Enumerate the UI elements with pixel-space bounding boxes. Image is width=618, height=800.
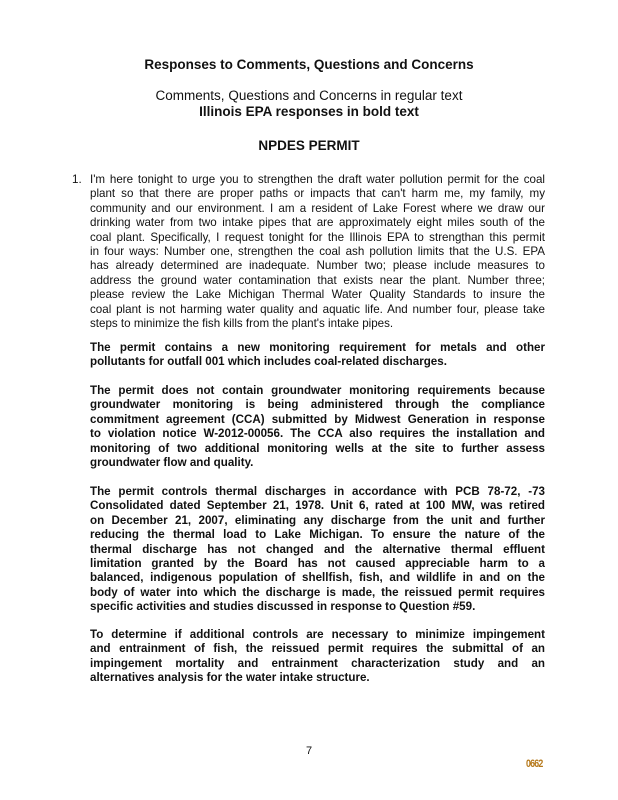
- text-line: I'm here tonight to urge you to strengthen the draft water pollution permit for the coal: [90, 173, 545, 186]
- text-line: balanced, indigenous population of shellfish, fish, and wildlife in and on the: [90, 571, 545, 585]
- text-line: community and our environment. I am a resident of Lake Forest where we draw our: [90, 201, 545, 215]
- text-line: The permit does not contain groundwater monitoring requirements because: [90, 384, 545, 397]
- text-line: body of water into which the discharge is made, the reissued permit requires: [90, 585, 545, 599]
- text-line: coal plant. Specifically, I request tonight for the Illinois EPA to strengthan this permit: [90, 230, 545, 244]
- text-line: The permit controls thermal discharges in accordance with PCB 78-72, -73: [90, 485, 545, 498]
- text-line: impingement mortality and entrainment characterization study and an: [90, 656, 545, 670]
- text-line: alternatives analysis for the water intake structure.: [90, 671, 370, 685]
- response-paragraph: [90, 628, 545, 686]
- text-line: on December 21, 2007, eliminating any discharge from the unit and further: [90, 513, 545, 527]
- text-line: address the ground water contamination that exists near the plant. Number three;: [90, 273, 545, 287]
- text-line: steps to minimize the fish kills from the plant's intake pipes.: [90, 317, 394, 331]
- text-line: and entrainment of fish, the reissued permit requires the submittal of an: [90, 642, 545, 656]
- text-line: drinking water from two intake pipes that are approximately eight miles south of the: [90, 216, 545, 230]
- text-line: to violation notice W-2012-00056. The CCA also requires the installation and: [90, 427, 545, 441]
- response-paragraph: [90, 341, 545, 370]
- subtitle-regular: Comments, Questions and Concerns in regular text: [155, 88, 463, 103]
- text-line: commitment agreement (CCA) submitted by Midwest Generation in response: [90, 412, 545, 426]
- text-line: monitoring of two additional monitoring wells at the site to further assess: [90, 441, 545, 455]
- bates-stamp: 0662: [526, 758, 543, 770]
- document-title: Responses to Comments, Questions and Concerns: [144, 57, 474, 72]
- text-line: Consolidated dated September 21, 1978. Unit 6, rated at 100 MW, was retired: [90, 499, 545, 513]
- text-line: groundwater flow and quality.: [90, 456, 254, 470]
- comment-paragraph: [90, 173, 545, 331]
- comment-number: 1.: [72, 173, 82, 186]
- text-line: has already determined are inadequate. Number two; please include measures to: [90, 259, 545, 273]
- text-line: please review the Lake Michigan Thermal Water Quality Standards to insure the: [90, 288, 545, 302]
- text-line: plant so that there are proper paths or impacts that can't harm me, my family, my: [90, 187, 545, 201]
- text-line: The permit contains a new monitoring requirement for metals and other: [90, 341, 545, 354]
- response-paragraph: [90, 384, 545, 470]
- text-line: pollutants for outfall 001 which includes coal-related discharges.: [90, 355, 447, 369]
- page-number: 7: [306, 745, 313, 757]
- text-line: To determine if additional controls are necessary to minimize impingement: [90, 628, 545, 641]
- text-line: in four ways: Number one, strengthen the coal ash pollution limits that the U.S. EPA: [90, 245, 545, 259]
- text-line: groundwater monitoring is being administered through the compliance: [90, 398, 545, 412]
- subtitle-bold: Illinois EPA responses in bold text: [199, 104, 419, 119]
- text-line: limitation granted by the Board has not caused appreciable harm to a: [90, 557, 545, 571]
- text-line: specific activities and studies discussed in response to Question #59.: [90, 600, 476, 614]
- section-heading: NPDES PERMIT: [258, 138, 360, 153]
- text-line: thermal discharge has not changed and the alternative thermal effluent: [90, 542, 545, 556]
- response-paragraph: [90, 485, 545, 615]
- text-line: reducing the thermal load to Lake Michigan. To ensure the nature of the: [90, 528, 545, 542]
- text-line: coal plant is not harming water quality and aquatic life. And number four, please take: [90, 302, 545, 316]
